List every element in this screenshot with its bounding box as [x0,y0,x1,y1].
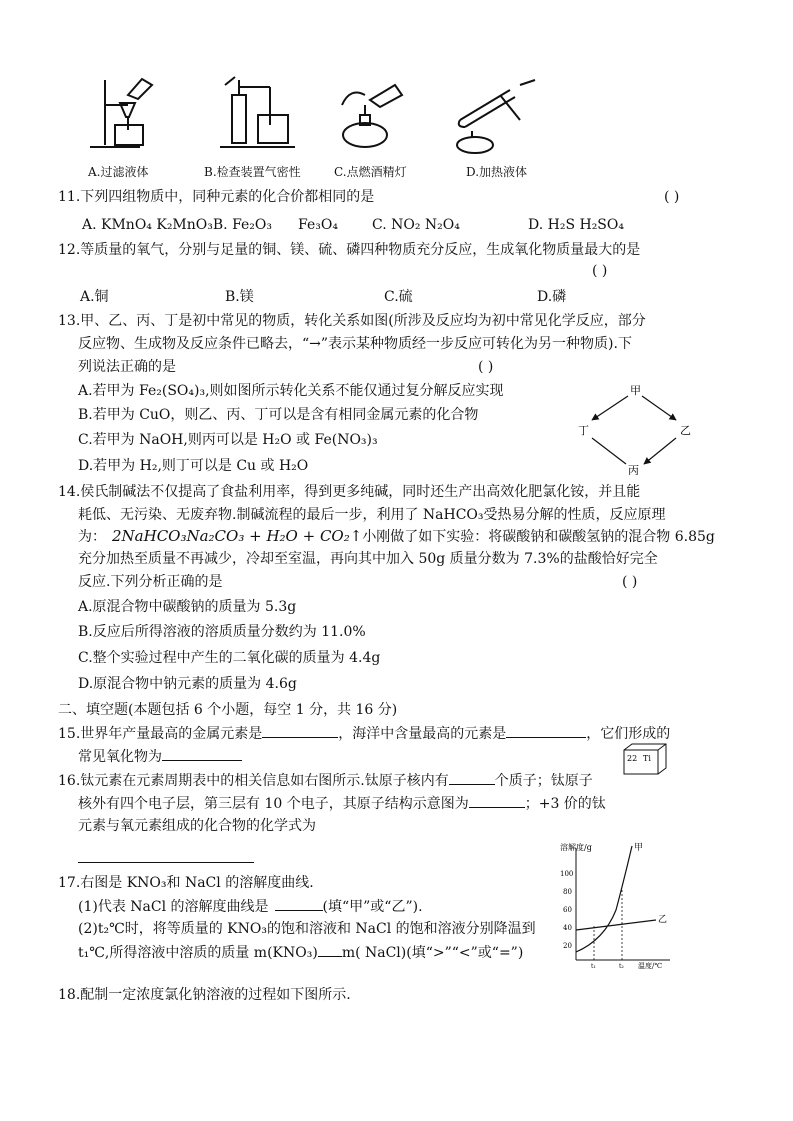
q11-option-d: D. H₂S H₂SO₄ [528,217,624,233]
q12-option-b: B.镁 [225,289,254,305]
xtick-t1: t₁ [591,963,596,970]
airtightness-apparatus-icon [220,77,295,147]
q13-option-b: B.若甲为 CuO，则乙、丙、丁可以是含有相同金属元素的化合物 [78,407,479,423]
filtration-apparatus-icon [90,79,152,147]
ytick-60: 60 [563,906,572,914]
curve-yi-label: 乙 [658,915,668,925]
q14-equation: 2NaHCO₃Na₂CO₃ + H₂O + CO₂↑ [112,527,363,545]
q14-option-a: A.原混合物中碳酸钠的质量为 5.3g [78,599,297,615]
curve-yi [576,920,656,930]
q17-line3: (2)t₂℃时，将等质量的 KNO₃的饱和溶液和 NaCl 的饱和溶液分别降温到 [78,921,536,937]
ytick-20: 20 [563,942,572,950]
q16-line3: 元素与氧元素组成的化合物的化学式为 [78,818,316,834]
q15-line1 [58,723,670,744]
q17-line4 [78,942,523,963]
node-jia: 甲 [630,384,641,397]
q14-answer-paren: ( ) [622,574,638,590]
chart-ylabel: 溶解度/g [560,843,592,852]
q13-stem-line1: 13.甲、乙、丙、丁是初中常见的物质，转化关系如图(所涉及反应均为初中常见化学反应，部分 [58,313,646,329]
chart-xlabel: 温度/℃ [638,962,663,970]
q17-blank-1[interactable] [275,896,323,911]
solubility-chart [548,840,678,970]
q17-text-b: (填“甲”或“乙”). [322,899,423,915]
q14-option-c: C.整个实验过程中产生的二氧化碳的质量为 4.4g [78,650,381,666]
q18-line1: 18.配制一定浓度氯化钠溶液的过程如下图所示. [58,987,351,1003]
q13-answer-paren: ( ) [478,359,494,375]
q14-line3-suffix: 小刚做了如下实验：将碳酸钠和碳酸氢钠的混合物 6.85g [362,529,715,545]
ytick-100: 100 [560,870,574,878]
q12-option-c: C.硫 [384,289,413,305]
node-ding: 丁 [578,424,589,437]
caption-c: C.点燃酒精灯 [334,165,407,179]
q11-answer-paren: ( ) [664,189,680,205]
q14-option-b: B.反应后所得溶液的溶质质量分数约为 11.0% [78,624,366,640]
q15-text-c: ，它们形成的 [586,726,671,742]
q14-option-d: D.原混合物中钠元素的质量为 4.6g [78,676,297,692]
q14-stem-line5: 反应.下列分析正确的是 [78,574,223,590]
q16-text-b: 个质子；钛原子 [494,773,593,789]
q17-line1: 17.右图是 KNO₃和 NaCl 的溶解度曲线. [58,875,314,891]
q13-option-c: C.若甲为 NaOH,则丙可以是 H₂O 或 Fe(NO₃)₃ [78,432,378,448]
caption-d: D.加热液体 [466,165,528,179]
q16-blank-3[interactable] [78,862,254,863]
q16-text-a: 16.钛元素在元素周期表中的相关信息如右图所示.钛原子核内有 [58,773,449,789]
heating-test-tube-icon [457,80,535,153]
alcohol-lamp-icon [342,85,402,147]
q14-stem-line4: 充分加热至质量不再减少，冷却至室温，再向其中加入 50g 质量分数为 7.3%的盐酸恰好完全 [78,551,658,567]
q11-option-c: C. NO₂ N₂O₄ [372,217,460,233]
q15-blank-3[interactable] [162,746,242,761]
q13-transformation-diagram [572,380,702,475]
ytick-40: 40 [563,924,572,932]
q12-answer-paren: ( ) [592,263,608,279]
q16-text-d: ；+3 价的钛 [524,796,606,812]
q16-blank-2[interactable] [469,793,525,808]
q16-line1 [58,770,593,791]
q14-line3-prefix: 为： [78,529,106,545]
curve-jia [576,846,632,952]
caption-a: A.过滤液体 [88,165,149,179]
ti-atomic-number: 22 [627,754,638,763]
xtick-t2: t₂ [619,963,624,970]
q16-blank-1[interactable] [449,770,495,785]
q11-option-b2: Fe₃O₄ [298,217,338,233]
q17-text-c: t₁℃,所得溶液中溶质的质量 m(KNO₃) [78,945,318,961]
apparatus-figures [80,75,540,160]
q13-stem-line2: 反应物、生成物及反应条件已略去，“→”表示某种物质经一步反应可转化为另一种物质).下 [78,336,632,352]
q14-stem-line1: 14.侯氏制碱法不仅提高了食盐利用率，得到更多纯碱，同时还生产出高效化肥氯化铵，并且能 [58,484,641,500]
q15-text-b: ，海洋中含量最高的元素是 [338,726,507,742]
ti-symbol: Ti [643,754,651,763]
q14-stem-line2: 耗低、无污染、无废弃物.制碱流程的最后一步，利用了 NaHCO₃受热易分解的性质，反应原理 [78,507,666,523]
q17-text-a: (1)代表 NaCl 的溶解度曲线是 [78,899,269,915]
q16-line2 [78,793,606,814]
q15-text-d: 常见氧化物为 [78,749,162,765]
q12-option-a: A.铜 [80,289,109,305]
titanium-element-cell [622,742,668,776]
q15-blank-1[interactable] [262,723,338,738]
q17-text-d: m( NaCl)(填“>”“<”或“=”) [341,945,524,961]
caption-b: B.检查装置气密性 [204,165,301,179]
q11-option-a: A. KMnO₄ K₂MnO₃B. Fe₂O₃ [82,217,272,233]
q13-option-d: D.若甲为 H₂,则丁可以是 Cu 或 H₂O [78,458,309,474]
q14-stem-line3 [78,526,715,547]
q13-option-a: A.若甲为 Fe₂(SO₄)₃,则如图所示转化关系不能仅通过复分解反应实现 [78,383,504,399]
node-bing: 丙 [628,464,639,475]
q16-text-c: 核外有四个电子层，第三层有 10 个电子，其原子结构示意图为 [78,796,469,812]
q12-stem: 12.等质量的氧气，分别与足量的铜、镁、硫、磷四种物质充分反应，生成氧化物质量最大的是 [58,242,641,258]
ytick-80: 80 [563,888,572,896]
q15-blank-2[interactable] [506,723,586,738]
q11-stem: 11.下列四组物质中，同种元素的化合价都相同的是 [58,189,375,205]
curve-jia-label: 甲 [634,843,644,853]
node-yi: 乙 [680,424,691,437]
q13-stem-line3: 列说法正确的是 [78,359,176,375]
q17-blank-2[interactable] [318,942,342,957]
q15-line2 [78,746,242,767]
q17-line2 [78,896,423,917]
q15-text-a: 15.世界年产量最高的金属元素是 [58,726,263,742]
section-title: 二、填空题(本题包括 6 个小题，每空 1 分，共 16 分) [58,702,398,718]
q12-option-d: D.磷 [537,289,567,305]
